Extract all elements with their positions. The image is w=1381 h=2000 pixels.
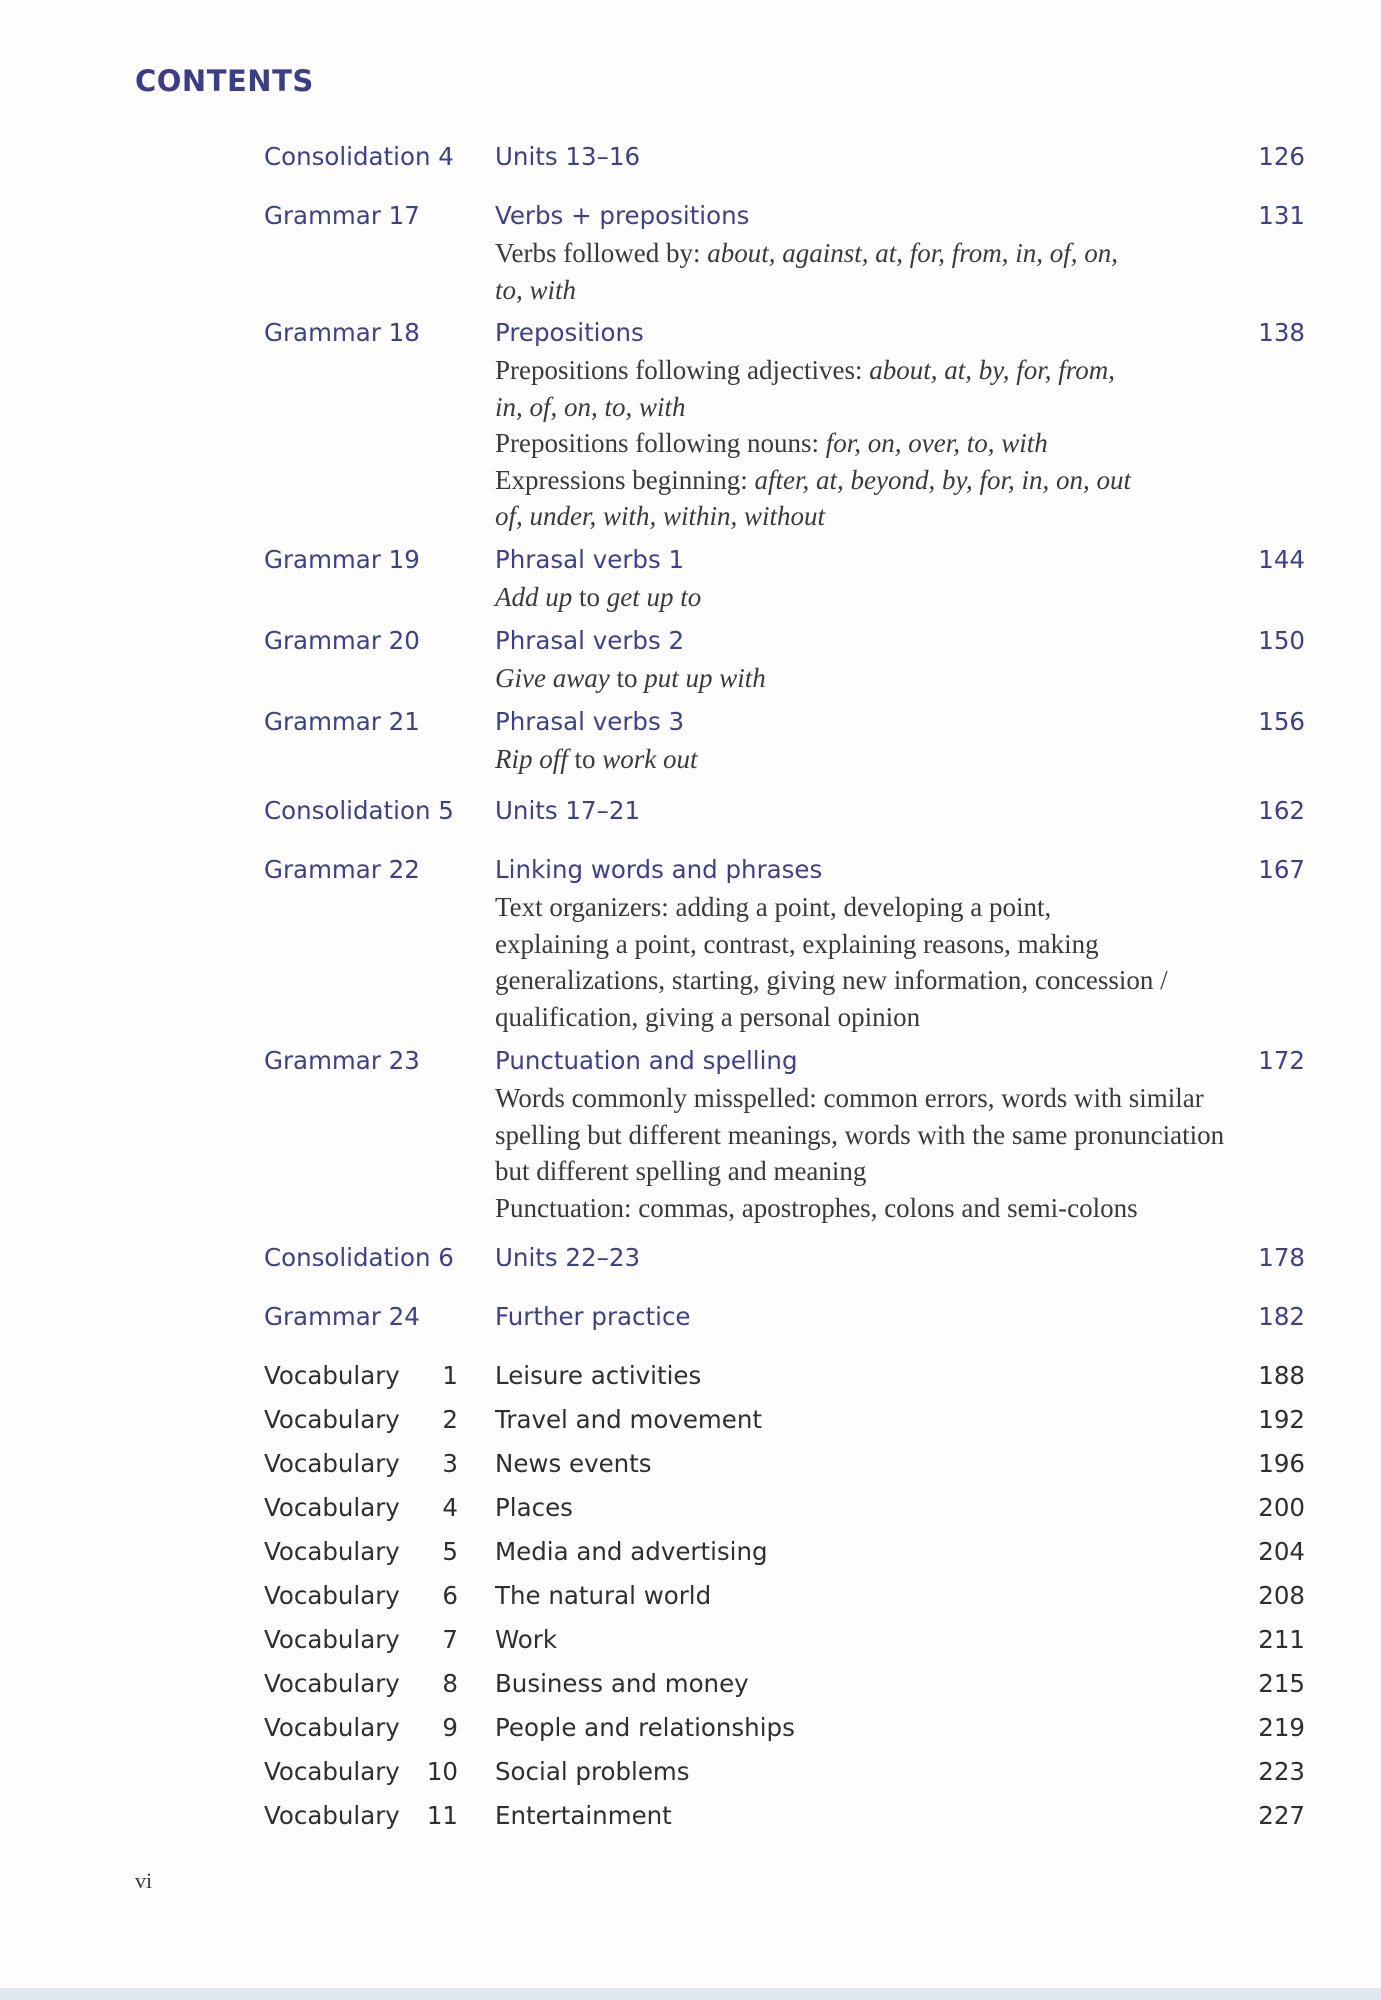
vocabulary-page-number: 200	[1258, 1493, 1305, 1522]
entry-page-number: 144	[1258, 545, 1305, 574]
description-line: Words commonly misspelled: common errors, words with similar	[495, 1083, 1204, 1113]
vocabulary-word: Vocabulary	[264, 1801, 400, 1830]
vocabulary-label	[264, 1359, 458, 1393]
description-line: Prepositions following adjectives: about, at, by, for, from,	[495, 355, 1115, 385]
entry-description	[495, 889, 1315, 1035]
entry-heading[interactable]: Prepositions	[495, 318, 644, 347]
vocabulary-heading[interactable]: Entertainment	[495, 1801, 672, 1830]
vocabulary-page-number: 192	[1258, 1405, 1305, 1434]
description-line: but different spelling and meaning	[495, 1156, 867, 1187]
vocabulary-heading[interactable]: Media and advertising	[495, 1537, 768, 1566]
vocabulary-word: Vocabulary	[264, 1405, 400, 1434]
page-title: CONTENTS	[135, 64, 314, 98]
vocabulary-word: Vocabulary	[264, 1537, 400, 1566]
vocabulary-word: Vocabulary	[264, 1669, 400, 1698]
vocabulary-number: 3	[442, 1449, 458, 1478]
vocabulary-label	[264, 1799, 458, 1833]
vocabulary-heading[interactable]: Places	[495, 1493, 573, 1522]
entry-heading[interactable]: Linking words and phrases	[495, 855, 823, 884]
entry-label: Grammar 20	[264, 626, 420, 655]
entry-heading[interactable]: Units 17–21	[495, 796, 641, 825]
entry-label: Grammar 21	[264, 707, 420, 736]
entry-heading[interactable]: Punctuation and spelling	[495, 1046, 798, 1075]
entry-page-number: 138	[1258, 318, 1305, 347]
vocabulary-number: 7	[442, 1625, 458, 1654]
vocabulary-heading[interactable]: People and relationships	[495, 1713, 795, 1742]
entry-label: Grammar 22	[264, 855, 420, 884]
bottom-strip	[0, 1988, 1381, 2000]
entry-heading[interactable]: Verbs + prepositions	[495, 201, 750, 230]
vocabulary-page-number: 204	[1258, 1537, 1305, 1566]
entry-page-number: 167	[1258, 855, 1305, 884]
entry-page-number: 178	[1258, 1243, 1305, 1272]
vocabulary-page-number: 223	[1258, 1757, 1305, 1786]
vocabulary-word: Vocabulary	[264, 1361, 400, 1390]
vocabulary-number: 10	[426, 1757, 458, 1786]
entry-description	[495, 579, 1315, 616]
vocabulary-number: 1	[442, 1361, 458, 1390]
vocabulary-heading[interactable]: Leisure activities	[495, 1361, 702, 1390]
vocabulary-label	[264, 1491, 458, 1525]
vocabulary-word: Vocabulary	[264, 1449, 400, 1478]
vocabulary-number: 8	[442, 1669, 458, 1698]
description-line: to, with	[495, 274, 577, 305]
entry-label: Grammar 17	[264, 201, 420, 230]
entry-heading[interactable]: Phrasal verbs 2	[495, 626, 685, 655]
vocabulary-page-number: 188	[1258, 1361, 1305, 1390]
vocabulary-number: 11	[426, 1801, 458, 1830]
description-line: Verbs followed by: about, against, at, for, from, in, of, on,	[495, 238, 1119, 268]
entry-description	[495, 1080, 1315, 1226]
description-line: Text organizers: adding a point, developing a point,	[495, 892, 1052, 922]
page-folio: vi	[135, 1868, 153, 1893]
entry-heading[interactable]: Further practice	[495, 1302, 691, 1331]
entry-page-number: 150	[1258, 626, 1305, 655]
vocabulary-heading[interactable]: Work	[495, 1625, 558, 1654]
vocabulary-label	[264, 1535, 458, 1569]
entry-heading[interactable]: Phrasal verbs 1	[495, 545, 685, 574]
entry-label: Grammar 18	[264, 318, 420, 347]
vocabulary-word: Vocabulary	[264, 1625, 400, 1654]
entry-description	[495, 741, 1315, 778]
vocabulary-label	[264, 1403, 458, 1437]
vocabulary-page-number: 219	[1258, 1713, 1305, 1742]
entry-label: Consolidation 6	[264, 1243, 454, 1272]
vocabulary-number: 6	[442, 1581, 458, 1610]
entry-description	[495, 660, 1315, 697]
vocabulary-heading[interactable]: Business and money	[495, 1669, 749, 1698]
vocabulary-word: Vocabulary	[264, 1713, 400, 1742]
description-line: Punctuation: commas, apostrophes, colons and semi-colons	[495, 1192, 1138, 1223]
description-line: Add up to get up to	[495, 582, 702, 612]
vocabulary-label	[264, 1579, 458, 1613]
entry-page-number: 162	[1258, 796, 1305, 825]
vocabulary-page-number: 196	[1258, 1449, 1305, 1478]
entry-heading[interactable]: Phrasal verbs 3	[495, 707, 685, 736]
entry-description	[495, 235, 1315, 308]
vocabulary-number: 5	[442, 1537, 458, 1566]
vocabulary-page-number: 208	[1258, 1581, 1305, 1610]
vocabulary-word: Vocabulary	[264, 1581, 400, 1610]
entry-label: Grammar 24	[264, 1302, 420, 1331]
vocabulary-label	[264, 1447, 458, 1481]
entry-label: Consolidation 5	[264, 796, 454, 825]
entry-label: Consolidation 4	[264, 142, 454, 171]
entry-heading[interactable]: Units 13–16	[495, 142, 641, 171]
description-line: of, under, with, within, without	[495, 501, 826, 532]
description-line: generalizations, starting, giving new information, concession /	[495, 965, 1168, 996]
description-line: Rip off to work out	[495, 744, 698, 774]
entry-label: Grammar 23	[264, 1046, 420, 1075]
vocabulary-word: Vocabulary	[264, 1493, 400, 1522]
description-line: in, of, on, to, with	[495, 391, 686, 422]
vocabulary-number: 9	[442, 1713, 458, 1742]
vocabulary-heading[interactable]: Social problems	[495, 1757, 690, 1786]
vocabulary-number: 4	[442, 1493, 458, 1522]
entry-page-number: 182	[1258, 1302, 1305, 1331]
entry-description	[495, 352, 1315, 535]
vocabulary-heading[interactable]: Travel and movement	[495, 1405, 762, 1434]
description-line: qualification, giving a personal opinion	[495, 1001, 921, 1032]
vocabulary-page-number: 215	[1258, 1669, 1305, 1698]
description-line: Give away to put up with	[495, 663, 766, 693]
vocabulary-number: 2	[442, 1405, 458, 1434]
entry-page-number: 172	[1258, 1046, 1305, 1075]
description-line: Expressions beginning: after, at, beyond, by, for, in, on, out	[495, 464, 1131, 495]
vocabulary-label	[264, 1711, 458, 1745]
entry-label: Grammar 19	[264, 545, 420, 574]
vocabulary-label	[264, 1667, 458, 1701]
description-line: Prepositions following nouns: for, on, over, to, with	[495, 428, 1048, 459]
vocabulary-label	[264, 1623, 458, 1657]
entry-page-number: 126	[1258, 142, 1305, 171]
vocabulary-heading[interactable]: The natural world	[495, 1581, 712, 1610]
entry-heading[interactable]: Units 22–23	[495, 1243, 641, 1272]
vocabulary-word: Vocabulary	[264, 1757, 400, 1786]
vocabulary-page-number: 227	[1258, 1801, 1305, 1830]
vocabulary-label	[264, 1755, 458, 1789]
entry-page-number: 131	[1258, 201, 1305, 230]
description-line: explaining a point, contrast, explaining reasons, making	[495, 928, 1099, 959]
entry-page-number: 156	[1258, 707, 1305, 736]
vocabulary-page-number: 211	[1258, 1625, 1305, 1654]
vocabulary-heading[interactable]: News events	[495, 1449, 652, 1478]
description-line: spelling but different meanings, words with the same pronunciation	[495, 1119, 1225, 1150]
